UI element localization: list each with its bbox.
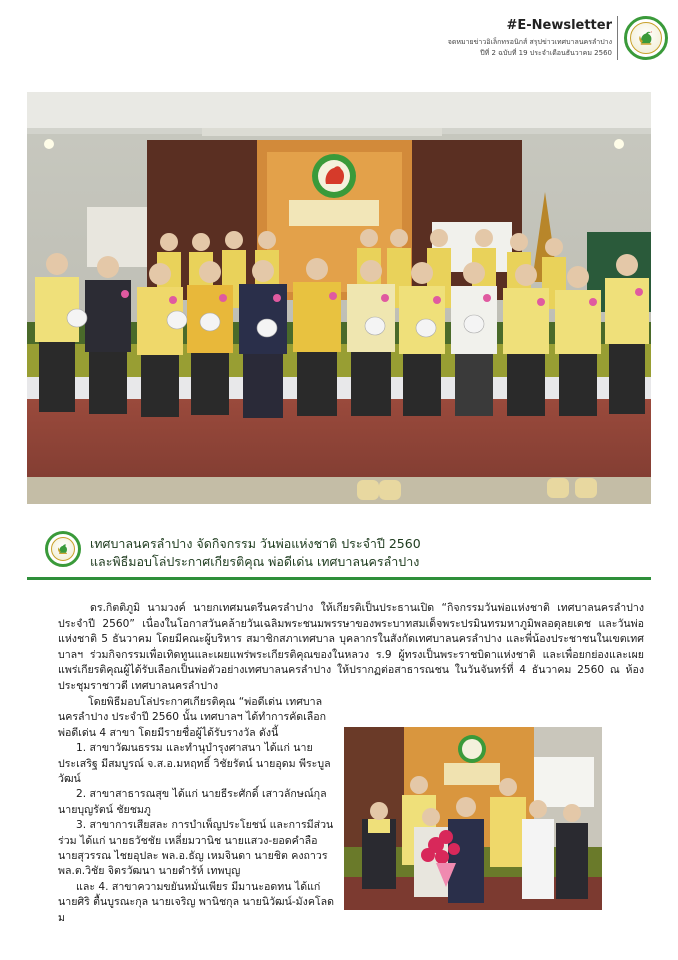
header-divider <box>617 16 618 60</box>
caption-subheadline: และพิธีมอบโล่ประกาศเกียรติคุณ พ่อดีเด่น เทศบาลนครลำปาง <box>90 554 420 569</box>
caption-headline: เทศบาลนครลำปาง จัดกิจกรรม วันพ่อแห่งชาติ ประจำปี 2560 <box>90 536 421 551</box>
newsletter-header <box>0 0 678 70</box>
side-event-photo <box>344 727 602 910</box>
newsletter-issue: ปีที่ 2 ฉบับที่ 19 ประจำเดือนธันวาคม 2560 <box>480 49 612 57</box>
award-category-item: 2. สาขาสาธารณสุข ได้แก่ นายธีระศักดิ์ เสาวลักษณ์กุล นายบุญรัตน์ ชัยชมภู <box>58 788 327 816</box>
caption-seal-icon <box>45 531 81 567</box>
newsletter-subtitle: จดหมายข่าวอิเล็กทรอนิกส์ สรุปข่าวเทศบาลนครลำปาง <box>447 38 612 46</box>
award-category-item: และ 4. สาขาความขยันหมั่นเพียร มีมานะอดทน ได้แก่ นายศิริ ตื้นบูรณะกุล นายเจริญ พานิชกุล นายนิวัฒน์-มังคโลดม <box>58 880 334 924</box>
article-award-paragraph: โดยพิธีมอบโล่ประกาศเกียรติคุณ “พ่อดีเด่น เทศบาลนครลำปาง ประจำปี 2560 นั้น เทศบาลฯ ได้ทำการคัดเลือกพ่อดีเด่น 4 สาขา โดยมีรายชื่อผู้ได้รับรางวัล ดังนี้ <box>58 696 327 739</box>
award-category-item: 1. สาขาวัฒนธรรม และทำนุบำรุงศาสนา ได้แก่ นายประเสริฐ มีสมบูรณ์ จ.ส.อ.มหฤทธิ์ วิชัยรัตน์ นายอุดม พีระบูลวัฒน์ <box>58 742 331 786</box>
main-event-photo <box>27 92 651 504</box>
municipality-seal-icon <box>624 16 668 60</box>
section-divider <box>27 577 651 580</box>
award-category-item: 3. สาขาการเสียสละ การบำเพ็ญประโยชน์ และการมีส่วนร่วม ได้แก่ นายธวัชชัย เหลี่ยมวานิช นายแสวง-ยอดคำลือ นายสุวรรณ ไชยอุปละ พล.อ.ธัญ เหมจินดา นายชิต คงถาวร พล.ต.วิชัย จิตรวัฒนา นายดำรัห์ เทพบุญ <box>58 819 334 878</box>
newsletter-title: #E-Newsletter <box>506 18 612 33</box>
award-details-column <box>58 695 334 926</box>
article-intro-paragraph: ดร.กิตติภูมิ นามวงค์ นายกเทศมนตรีนครลำปาง ให้เกียรติเป็นประธานเปิด “กิจกรรมวันพ่อแห่งชาติ เทศบาลนครลำปาง ประจำปี 2560” เนื่องในโอกาสวันคล้ายวันเฉลิมพระชนมพรรษาของพระบาทสมเด็จพระปรมินทรมหาภูมิพลอดุลยเดช และวันพ่อแห่งชาติ 5 ธันวาคม โดยมีคณะผู้บริหาร สมาชิกสภาเทศบาล บุคลากรในสังกัดเทศบาลนครลำปาง และพี่น้องประชาชนในเขตเทศบาลฯ ร่วมกิจกรรมเพื่อเทิดทูนและเผยแพร่พระเกียรติคุณของในหลวง ร.9 ผู้ทรงเป็นพระราชบิดาแห่งชาติ และเพื่อยกย่องและเผยแพร่เกียรติคุณผู้ได้รับเลือกเป็นพ่อตัวอย่างเทศบาลนครลำปาง ให้ปรากฏต่อสาธารณชน ในวันจันทร์ที่ 4 ธันวาคม 2560 ณ ห้องประชุมราชาวดี เทศบาลนครลำปาง <box>58 602 644 692</box>
